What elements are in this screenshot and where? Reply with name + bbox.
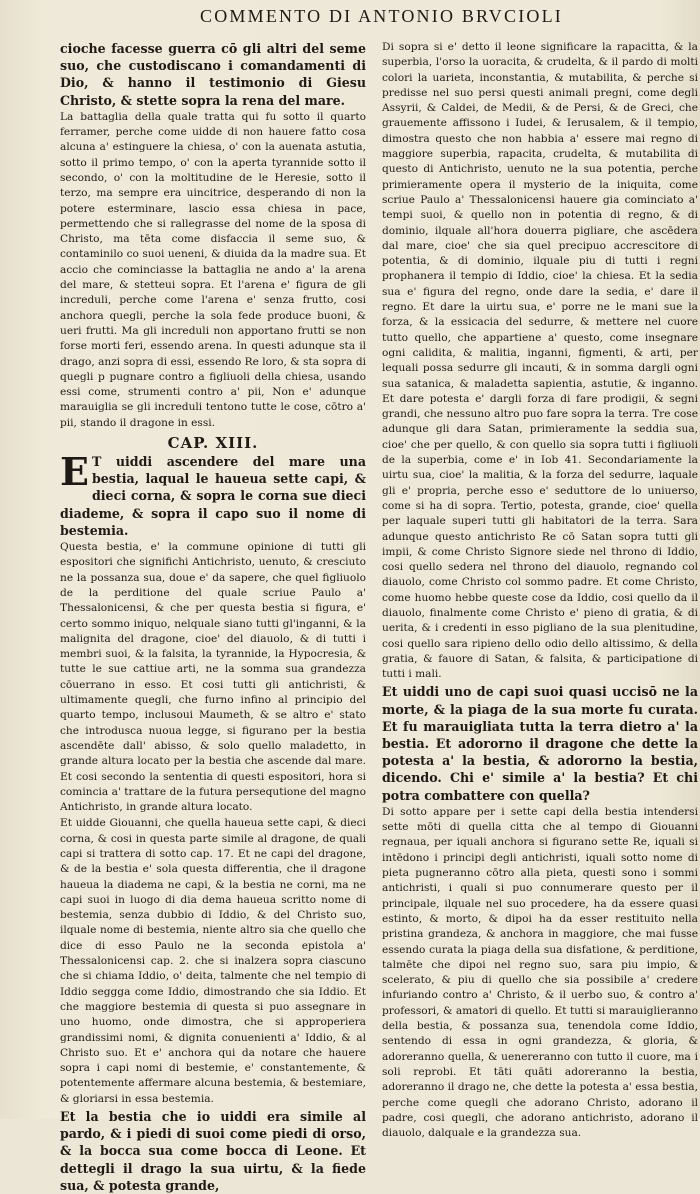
commentary-paragraph: Di sopra si e' detto il leone significare la rapacitta, & la superbia, l'orso la uoracita, & crudelta, & il pardo di molti colori la uarieta, inconstantia, & mutabilita, & perche si predisse nel suo persi questi animali pregni, come degli Assyrii, & Caldei, de Medii, & de Persi, & de Greci, che grauemente affissono i Iudei, & Ierusalem, & il tempio, dimostra questo che non habbia a' essere mai regno di maggiore superbia, rapacita, crudelta, & mutabilita di questo di Antichristo, uenuto ne la sua potentia, perche primieramente opera il mysterio de la iniquita, come scriue Paulo a' Thessalonicensi hauere gia cominciato a' tempi suoi, & quello non in potentia di regno, & di dominio, ilquale all'hora douerra pigliare, che ascēdera dal mare, cioe' che sia quel precipuo accrescitore di potentia, & di dominio, ilquale piu di tutti i regni prophanera il tempio di Iddio, cioe' la chiesa. Et la sedia sua e' figura del regno, onde dare la sedia, e' dare il regno. Et dare la uirtu sua, e' porre ne le mani sue la forza, & la essicacia del sedurre, & mettere nel cuore tutto quello, che appartiene a' questo, come insegnare ogni calidita, & malitia, inganni, figmenti, & arti, per lequali possa sedurre gli incauti, & in somma dargli ogni sua satanica, & maladetta sapientia, astutie, & inganno. Et dare potesta e' dargli forza di fare prodigii, & segni grandi, che nessuno altro puo fare sopra la terra. Tre cose adunque gli dara Satan, primieramente la seddia sua, cioe' che per quello, & con quello sia sopra tutti i figliuoli de la superbia, come e' in Iob 41. Secondariamente la uirtu sua, cioe' la malitia, & la forza del sedurre, laquale gli e' propria, perche esso e' seduttore de lo uniuerso, come si ha di sopra. Tertio, potesta, grande, cioe' quella per laquale superi tutti gli habitatori de la terra. Sara adunque questo antichristo Re cō Satan sopra tutti gli impii, & come Christo Signore siede nel throno di Iddio, cosi quello sedera nel throno del diauolo, regnando col diauolo, come Christo col sommo padre. Et come Christo, come huomo hebbe queste cose da Iddio, cosi quello da il diauolo, finalmente come Christo e' pieno di gratia, & di uerita, & i credenti in esso pigliano de la sua plenitudine, cosi quello sara ripieno dello odio dello altissimo, & della gratia, & fauore di Satan, & falsita, & participatione di tutti i mali. xyxy=(382,41,698,681)
running-title: COMMENTO DI ANTONIO BRVCIOLI xyxy=(200,6,563,26)
scripture-verse: Et la bestia che io uiddi era simile al pardo, & i piedi di suoi come piedi di orso, & la bocca sua come bocca di Leone. Et dettegli il drago la sua uirtu, & la fiede sua, & potesta grande, xyxy=(60,1109,366,1193)
right-column xyxy=(382,40,698,1141)
commentary-paragraph: Di sotto appare per i sette capi della bestia intendersi sette mōti di quella citta che al tempo di Giouanni regnaua, per iquali anchora si figurano sette Re, iquali si intēdono i principi degli antichristi, iquali sotto nome di pieta pugneranno cōtro alla pieta, questi sono i sommi antichristi, i quali si puo connumerare questo per il principale, ilquale nel suo procedere, ha da essere quasi estinto, & morto, & dipoi ha da esser restituito nella pristina grandeza, & anchora in maggiore, che mai fusse essendo curata la piaga della sua disfatione, & perditione, talmēte che dipoi nel regno suo, sara piu impio, & scelerato, & piu di quello che sia possibile a' credere infuriando contro a' Christo, & il uerbo suo, & contro a' professori, & amatori di quello. Et tutti si marauiglieranno della bestia, & possanza sua, tenendola come Iddio, sentendo di essa in ogni grandezza, & gloria, & adoreranno quella, & uenereranno con tutto il cuore, ma i soli reprobi. Et tāti quāti adoreranno la bestia, adoreranno il drago ne, che dette la potesta a' essa bestia, perche come quegli che adorano Christo, adorano il padre, cosi quegli, che adorano antichristo, adorano il diauolo, dalquale e la grandezza sua. xyxy=(382,805,698,1140)
commentary-paragraph: La battaglia della quale tratta qui fu sotto il quarto ferramer, perche come uidde di non hauere fatto cosa alcuna a' estinguere la chiesa, o' con la auenata astutia, sotto il primo tempo, o' con la aperta tyrannide sotto il secondo, o' con la moltitudine de le Heresie, sotto il terzo, ma sempre era uincitrice, desperando di non la potere esterminare, lascio essa chiesa in pace, permettendo che si rallegrasse del nome de la sposa di Christo, ma tēta come disfaccia il seme suo, & contaminilo co suoi ueneni, & diuida da la madre sua. Et accio che cominciasse la battaglia ne ando a' la arena del mare, & stetteui sopra. Et l'arena e' figura de gli increduli, perche come l'arena e' senza frutto, cosi anchora quegli, perche la sola fede produce buoni, & ueri frutti. Ma gli increduli non apportano frutti se non forse morti feri, essendo arena. In questi adunque sta il drago, anzi sopra di essi, essendo Re loro, & sta sopra di quegli p pugnare contro a figliuoli della chiesa, usando essi come, strumenti contro a' pii, Non e' adunque marauiglia se gli increduli tentono tutte le cose, cōtro a' pii, stando il dragone in essi. xyxy=(60,110,366,429)
commentary-paragraph: Et uidde Giouanni, che quella haueua sette capi, & dieci corna, & cosi in questa parte simile al dragone, de quali capi si trattera di sotto cap. 17. Et ne capi del dragone, & de la bestia e' sola questa differentia, che il dragone haueua la diadema ne capi, & la bestia ne corni, ma ne capi suoi in luogo di dia dema haueua scritto nome di bestemia, senza dubbio di Iddio, & del Christo suo, ilquale nome di bestemia, niente altro sia che quello che dice di esso Paulo ne la seconda epistola a' Thessalonicensi cap. 2. che si inalzera sopra ciascuno che si chiama Iddio, o' deita, talmente che nel tempio di Iddio seggga come Iddio, dimostrando che sia Iddio. Et che maggiore bestemia di questa si puo assegnare in uno huomo, onde dimostra, che si approperiera grandissimi nomi, & dignita conuenienti a' Iddio, & al Christo suo. Et e' anchora qui da notare che hauere sopra i capi nomi di bestemie, e' constantemente, & potentemente affermare alcuna bestemia, & bestemiare, & gloriarsi in essa bestemia. xyxy=(60,817,366,1105)
chapter-heading: CAP. XIII. xyxy=(167,434,259,453)
scripture-verse xyxy=(60,449,366,539)
scripture-continuation: cioche facesse guerra cō gli altri del seme suo, che custodiscano i comandamenti di Dio, & hanno il testimonio di Giesu Christo, & stette sopra la rena del mare. xyxy=(60,41,366,108)
scripture-verse-text: T uiddi ascendere del mare una bestia, laqual le haueua sette capi, & dieci corna, & sopra le corna sue dieci diademe, & sopra il capo suo il nome di bestemia. xyxy=(60,454,366,538)
drop-cap-initial: E xyxy=(60,449,89,495)
scripture-verse: Et uiddi uno de capi suoi quasi uccisō ne la morte, & la piaga de la sua morte fu curata. Et fu marauigliata tutta la terra dietro a' la bestia. Et adororno il dragone che dette la potesta a' la bestia, & adororno la bestia, dicendo. Chi e' simile a' la bestia? Et chi potra combattere con quella? xyxy=(382,684,698,803)
commentary-paragraph: Questa bestia, e' la commune opinione di tutti gli espositori che significhi Antichristo, uenuto, & cresciuto ne la possanza sua, doue e' da sapere, che quel figliuolo de la perditione del quale scriue Paulo a' Thessalonicensi, & che per questa bestia si figura, e' certo sommo iniquo, nelquale siano tutti gl'inganni, & la malignita del dragone, cioe' del diauolo, & di tutti i membri suoi, & la falsita, la tyrannide, la Hypocresia, & tutte le sue cattiue arti, ne la somma sua grandezza cōuerrano in esso. Et cosi tutti gli antichristi, & ultimamente quegli, che furno infino al principio del quarto tempo, inclusoui Maumeth, & se altro e' stato che introdusca nuoua legge, si figurano per la bestia ascendēte dall' abisso, & solo quello maladetto, in grande altura locato per la bestia che ascende dal mare. Et cosi secondo la sententia di questi espositori, hora si comincia a' trattare de la futura persequtione del magno Antichristo, in grande altura locato. xyxy=(60,541,366,814)
left-column xyxy=(60,40,366,1194)
